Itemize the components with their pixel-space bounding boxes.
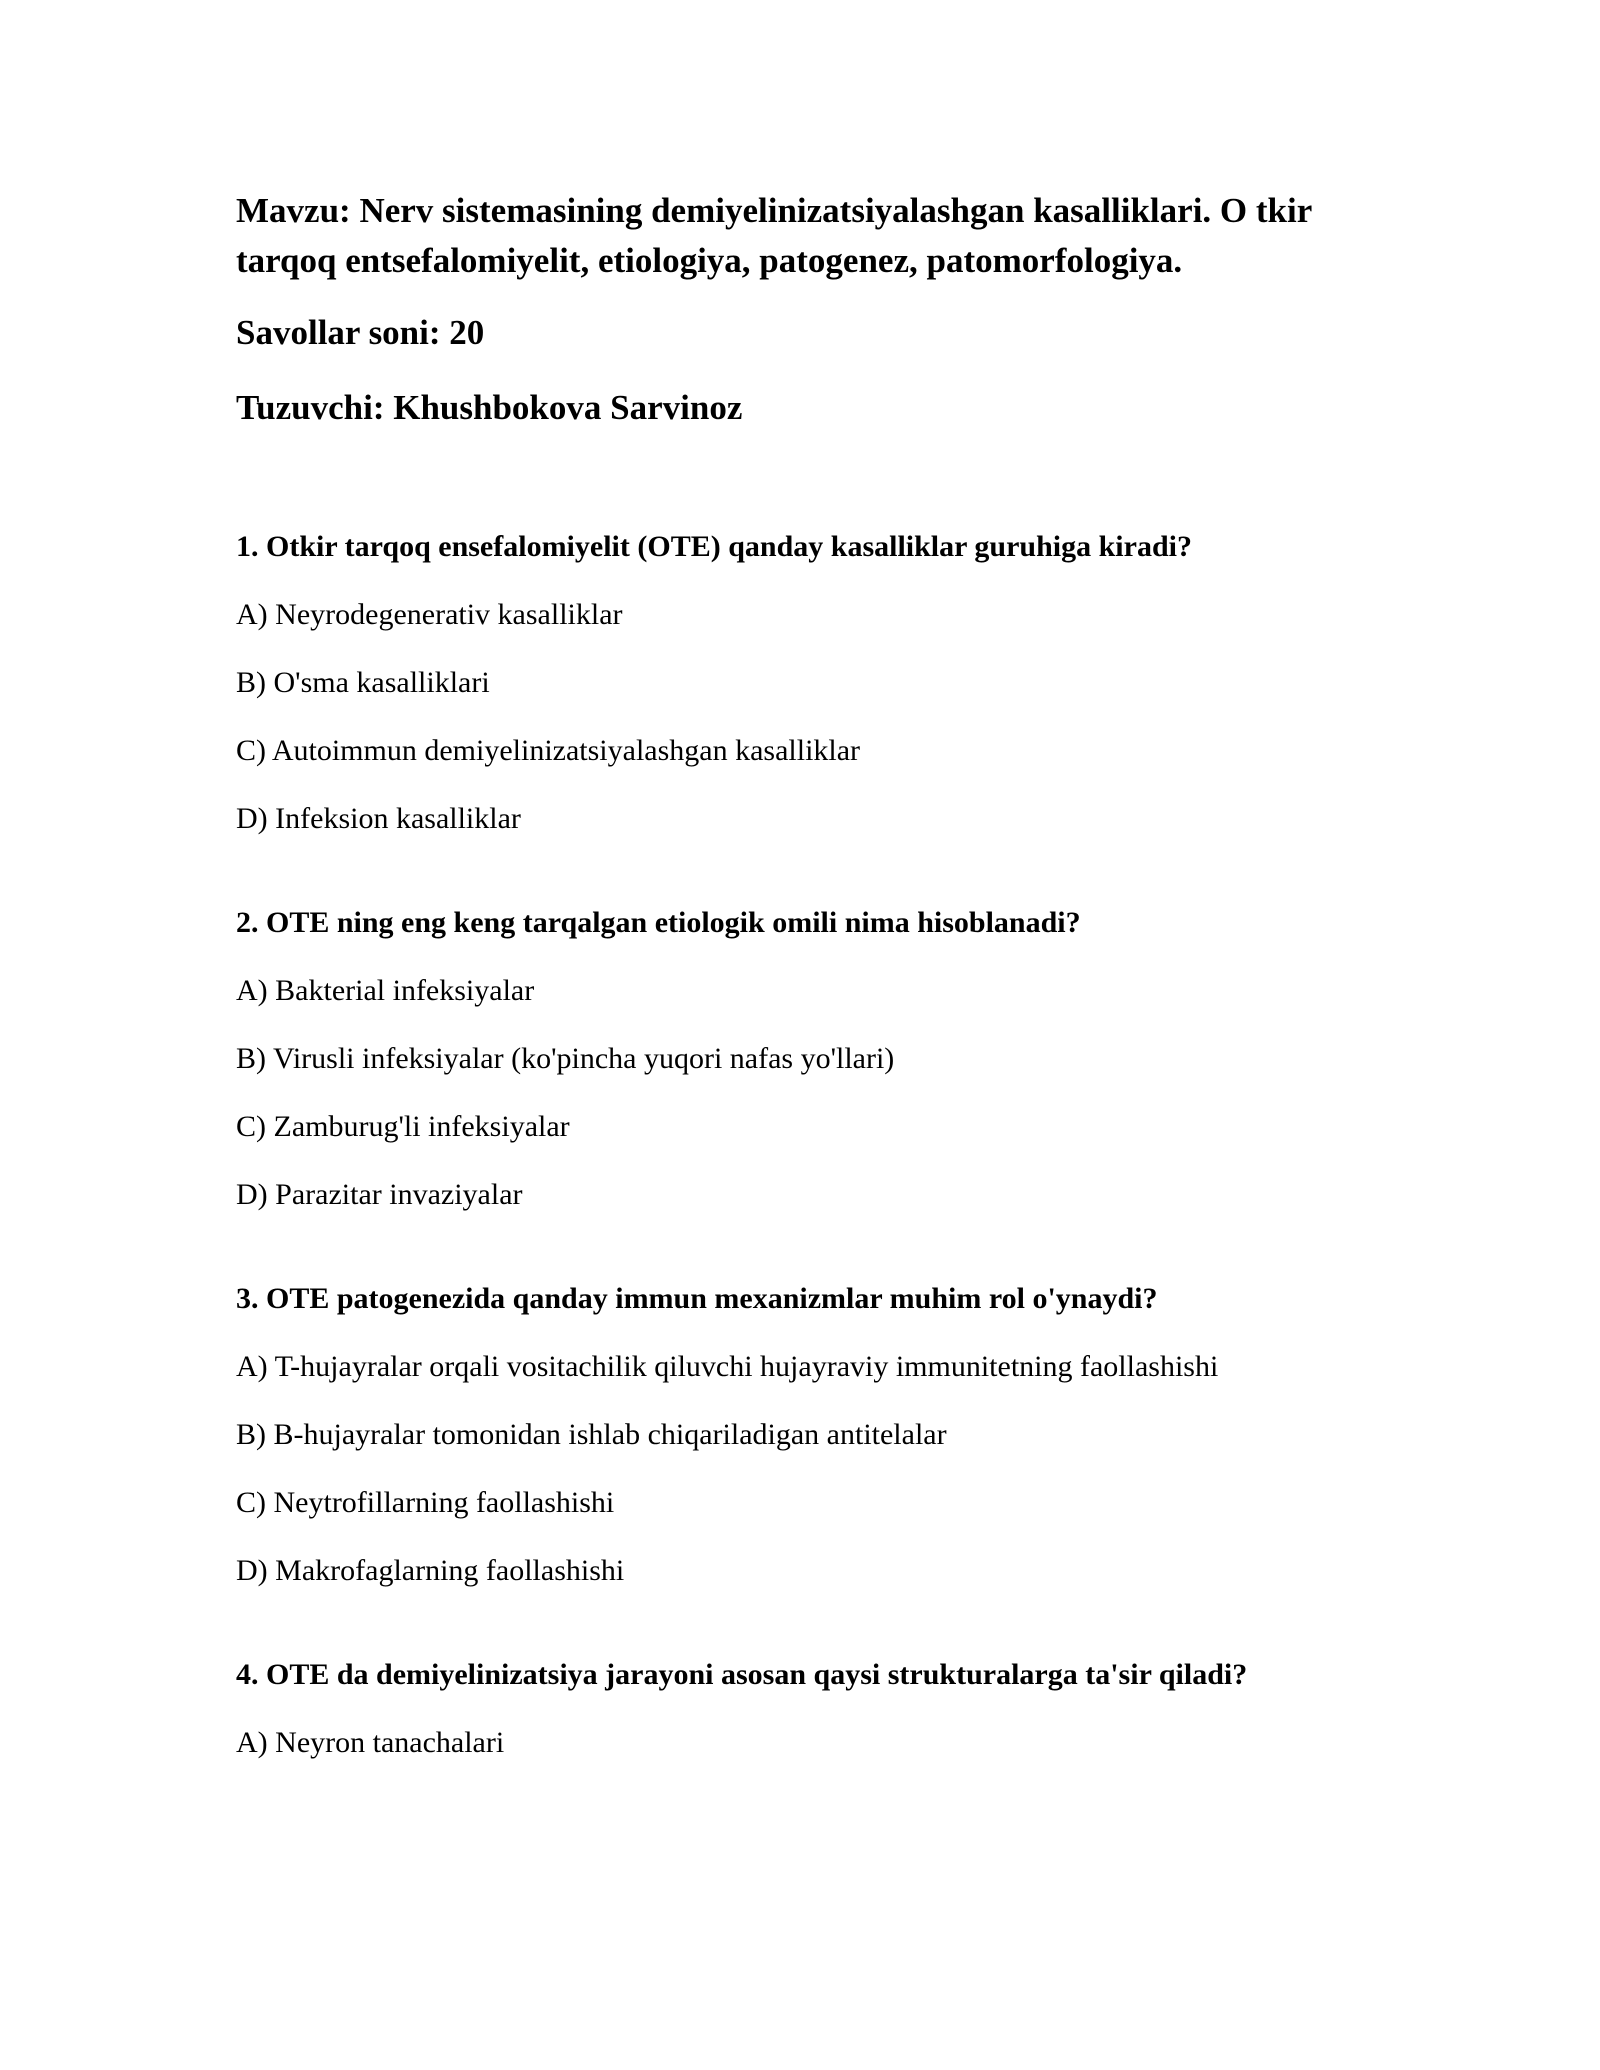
question-text: 4. OTE da demiyelinizatsiya jarayoni asosan qaysi strukturalarga ta'sir qiladi? bbox=[236, 1658, 1248, 1691]
question-text: 2. OTE ning eng keng tarqalgan etiologik omili nima hisoblanadi? bbox=[236, 906, 1081, 939]
option-d: D) Infeksion kasalliklar bbox=[236, 802, 521, 835]
document-page bbox=[236, 186, 1396, 1765]
question-count: Savollar soni: 20 bbox=[236, 313, 485, 352]
title-line-1: Mavzu: Nerv sistemasining demiyelinizatsiyalashgan kasalliklari. O tkir bbox=[236, 191, 1313, 230]
question-text: 1. Otkir tarqoq ensefalomiyelit (OTE) qanday kasalliklar guruhiga kiradi? bbox=[236, 530, 1192, 563]
document-title bbox=[236, 186, 1396, 286]
question-2 bbox=[236, 901, 1396, 1217]
option-b: B) B-hujayralar tomonidan ishlab chiqariladigan antitelalar bbox=[236, 1418, 947, 1451]
option-b: B) Virusli infeksiyalar (ko'pincha yuqori nafas yo'llari) bbox=[236, 1042, 895, 1075]
option-c: C) Zamburug'li infeksiyalar bbox=[236, 1110, 570, 1143]
option-a: A) Neyron tanachalari bbox=[236, 1726, 505, 1759]
option-a: A) T-hujayralar orqali vositachilik qiluvchi hujayraviy immunitetning faollashishi bbox=[236, 1350, 1219, 1383]
option-d: D) Parazitar invaziyalar bbox=[236, 1178, 523, 1211]
option-a: A) Neyrodegenerativ kasalliklar bbox=[236, 598, 623, 631]
option-c: C) Neytrofillarning faollashishi bbox=[236, 1486, 615, 1519]
option-d: D) Makrofaglarning faollashishi bbox=[236, 1554, 625, 1587]
title-line-2: tarqoq entsefalomiyelit, etiologiya, patogenez, patomorfologiya. bbox=[236, 241, 1183, 280]
option-c: C) Autoimmun demiyelinizatsiyalashgan kasalliklar bbox=[236, 734, 861, 767]
option-b: B) O'sma kasalliklari bbox=[236, 666, 490, 699]
question-3 bbox=[236, 1277, 1396, 1593]
author: Tuzuvchi: Khushbokova Sarvinoz bbox=[236, 388, 743, 427]
question-1 bbox=[236, 525, 1396, 841]
question-text: 3. OTE patogenezida qanday immun mexanizmlar muhim rol o'ynaydi? bbox=[236, 1282, 1158, 1315]
option-a: A) Bakterial infeksiyalar bbox=[236, 974, 535, 1007]
question-4 bbox=[236, 1653, 1396, 1765]
